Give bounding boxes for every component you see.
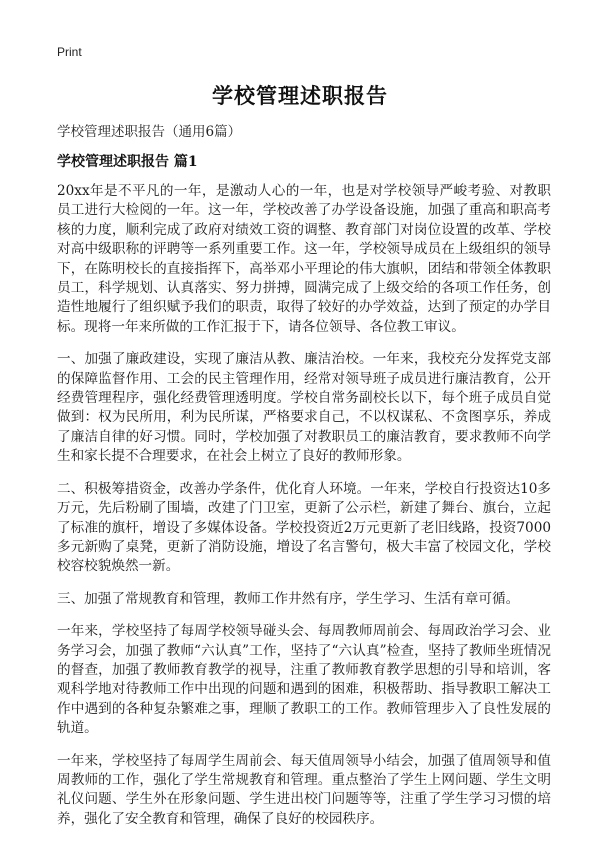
paragraph: 一、加强了廉政建设，实现了廉洁从教、廉洁治校。一年来，我校充分发挥党支部的保障监督作用、工会的民主管理作用，经常对领导班子成员进行廉洁教育，公开经费管理程序，强化经费管理透明度。学校自常务副校长以下，每个班子成员自觉做到：权为民所用，利为民所谋，严格要求自己，不以权谋私、不贪图享乐，养成了廉洁自律的好习惯。同时，学校加强了对教职员工的廉洁教育，要求教师不向学生和家长提不合理要求，在社会上树立了良好的教师形象。 — [57, 351, 551, 465]
section-heading: 学校管理述职报告 篇1 — [57, 154, 198, 170]
document-subtitle: 学校管理述职报告（通用6篇） — [57, 124, 242, 140]
paragraph: 二、积极筹措资金，改善办学条件，优化育人环境。一年来，学校自行投资达10多万元，先后粉刷了围墙，改建了门卫室，更新了公示栏，新建了舞台、旗台，立起了标准的旗杆，增设了多媒体设备。学校投资近2万元更新了老旧线路，投资7000多元新购了桌凳，更新了消防设施，增设了名言警句，极大丰富了校园文化，学校校容校貌焕然一新。 — [57, 480, 551, 575]
paragraph: 一年来，学校坚持了每周学校领导碰头会、每周教师周前会、每周政治学习会、业务学习会，加强了教师“六认真”工作，坚持了“六认真”检查，坚持了教师坐班情况的督查，加强了教师教育教学的视导，注重了教师教育教学思想的引导和培训，客观科学地对待教师工作中出现的问题和遇到的困难，积极帮助、指导教职工解决工作中遇到的各种复杂繁难之事，理顺了教职工的工作。教师管理步入了良性发展的轨道。 — [57, 623, 551, 737]
paragraph: 一年来，学校坚持了每周学生周前会、每天值周领导小结会，加强了值周领导和值周教师的工作，强化了学生常规教育和管理。重点整治了学生上网问题、学生文明礼仪问题、学生外在形象问题、学生进出校门问题等等，注重了学生学习习惯的培养，强化了安全教育和管理，确保了良好的校园秩序。 — [57, 752, 551, 827]
document-title: 学校管理述职报告 — [212, 83, 388, 108]
paragraph: 三、加强了常规教育和管理，教师工作井然有序，学生学习、生活有章可循。 — [57, 590, 520, 607]
print-label[interactable]: Print — [57, 45, 82, 59]
paragraph: 20xx年是不平凡的一年，是激动人心的一年，也是对学校领导严峻考验、对教职员工进行大检阅的一年。这一年，学校改善了办学设备设施，加强了重高和职高考核的力度，顺利完成了政府对绩效工资的调整、教育部门对岗位设置的改革、学校对高中级职称的评聘等一系列重要工作。这一年，学校领导成员在上级组织的领导下，在陈明校长的直接指挥下，高举邓小平理论的伟大旗帜，团结和带领全体教职员工，科学规划、认真落实、努力拼搏，圆满完成了上级交给的各项工作任务，创造性地履行了组织赋予我们的职责，取得了较好的办学效益，达到了预定的办学目标。现将一年来所做的工作汇报于下，请各位领导、各位教工审议。 — [57, 183, 551, 335]
document-body — [57, 182, 551, 842]
